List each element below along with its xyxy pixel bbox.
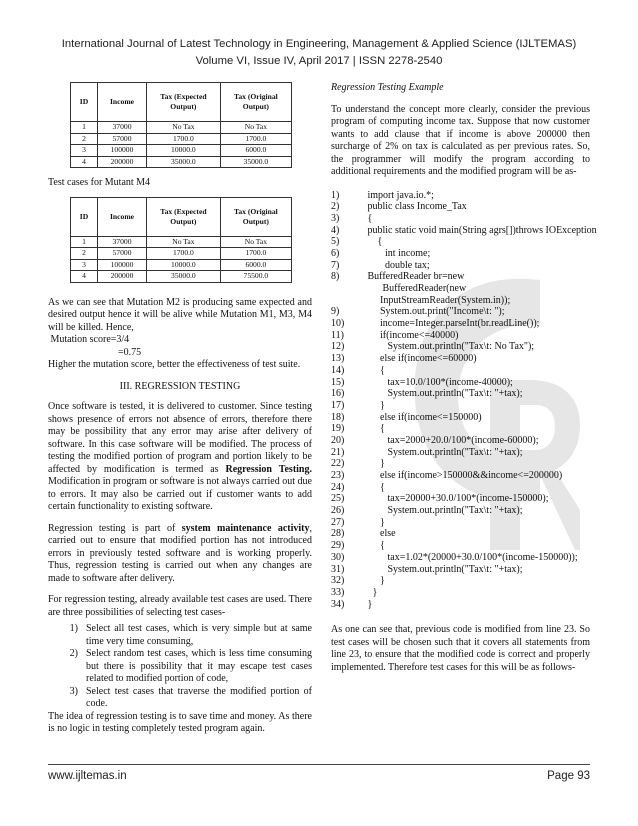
code-text: { — [365, 212, 373, 224]
code-line — [331, 353, 590, 365]
table-cell: 1700.0 — [220, 248, 291, 260]
code-text: BufferedReader br=new — [365, 271, 465, 283]
text-span: , carried out to ensure that modified portion has not introduced errors in previously tested software and is working properly. Thus, regression testing is carried out when any changes are made to software after delivery. — [48, 522, 312, 584]
table-header-row — [71, 197, 292, 236]
example-title: Regression Testing Example — [331, 82, 444, 93]
code-line — [331, 564, 590, 576]
code-line — [331, 365, 590, 377]
table-cell: 1700.0 — [220, 133, 291, 145]
table-cell: 2 — [71, 248, 98, 260]
code-text: double tax; — [365, 259, 430, 271]
code-text: public static void main(String agrs[])throws IOException — [365, 224, 597, 236]
code-text: InputStreamReader(System.in)); — [365, 294, 511, 306]
table-cell: 1700.0 — [147, 248, 221, 260]
mutation-score-value: =0.75 — [118, 346, 142, 358]
line-number: 23) — [331, 470, 345, 481]
bold-term: system maintenance activity — [181, 522, 310, 534]
table-cell: No Tax — [147, 236, 221, 248]
code-line — [331, 224, 597, 237]
line-number: 24) — [331, 481, 345, 493]
table-row — [71, 122, 292, 134]
code-line — [331, 271, 590, 283]
table-cell: 35000.0 — [147, 156, 221, 168]
code-line — [331, 493, 590, 505]
code-text: } — [365, 586, 378, 598]
journal-header — [0, 36, 638, 70]
list-number: 1) — [69, 623, 78, 634]
code-text: } — [365, 575, 385, 587]
header-income: Income — [98, 197, 147, 236]
line-number: 18) — [331, 411, 345, 423]
header-id: ID — [71, 197, 98, 236]
code-text: else if(income<=60000) — [365, 353, 477, 365]
code-line — [331, 318, 590, 330]
regression-intro-paragraph — [48, 401, 312, 514]
line-number: 31) — [331, 563, 345, 575]
mutant-m3-test-table — [70, 82, 292, 168]
code-text: { — [365, 481, 385, 493]
code-line — [331, 517, 590, 529]
code-line — [331, 190, 590, 202]
code-line — [331, 400, 590, 412]
list-text: Select test cases that traverse the modified portion of code. — [86, 685, 312, 709]
table-row — [71, 156, 292, 168]
table-cell: 10000.0 — [147, 145, 221, 157]
line-number: 8) — [331, 271, 340, 283]
header-income: Income — [98, 83, 147, 122]
list-number: 2) — [69, 648, 78, 659]
code-text: tax=1.02*(20000+30.0/100*(income-150000)); — [365, 551, 578, 563]
code-text: else if(income<=150000) — [365, 411, 482, 423]
code-text: } — [365, 399, 385, 411]
code-text: tax=2000+20.0/100*(income-60000); — [365, 434, 539, 446]
footer-website: www.ijltemas.in — [48, 770, 127, 782]
code-listing — [331, 189, 597, 611]
list-text: Select random test cases, which is less time consuming but there is possibility that it may escape test cases related to modified portion of code, — [86, 648, 312, 684]
code-line — [331, 283, 590, 295]
line-number: 11) — [331, 329, 344, 341]
code-line — [331, 482, 590, 494]
table-cell: 37000 — [98, 236, 147, 248]
header-expected: Tax (Expected Output) — [147, 83, 221, 122]
code-text: } — [365, 516, 385, 528]
line-number: 13) — [331, 353, 345, 365]
mutant-m4-test-table — [70, 197, 292, 283]
code-text: System.out.println("Tax\t: "+tax); — [365, 388, 523, 400]
list-number: 3) — [69, 685, 78, 697]
list-item — [48, 648, 312, 686]
code-line — [331, 213, 590, 225]
code-text: { — [365, 236, 383, 248]
table-cell: 200000 — [98, 156, 147, 168]
table-cell: 35000.0 — [220, 156, 291, 168]
table-cell: 10000.0 — [147, 259, 221, 271]
table-cell: 1 — [71, 122, 98, 134]
text-span: Modification in program or software is not always carried out due to errors. It may also be carried out if customer wants to add certain functionality to existing software. — [48, 476, 312, 512]
code-line — [331, 236, 590, 248]
line-number: 15) — [331, 376, 345, 388]
line-number: 26) — [331, 505, 345, 517]
text-span: Once software is tested, it is delivered to customer. Since testing shows presence of errors not absence of errors, therefore there may be possibility that any error may arise after delivery of software. In this case software will be modified. The process of testing the modified portion of program and portion likely to be affected by modification is termed as — [48, 401, 312, 475]
table-cell: 100000 — [98, 259, 147, 271]
code-line — [331, 201, 590, 213]
code-text: System.out.println("Tax\t: No Tax"); — [365, 341, 535, 353]
code-text: } — [365, 598, 373, 610]
line-number: 33) — [331, 586, 345, 598]
section-heading: III. REGRESSION TESTING — [119, 380, 241, 392]
code-line — [331, 248, 590, 260]
code-text: System.out.println("Tax\t: "+tax); — [365, 505, 523, 517]
code-line — [331, 423, 590, 435]
code-text: { — [365, 364, 385, 376]
line-number: 22) — [331, 458, 345, 470]
line-number: 27) — [331, 516, 345, 528]
code-line — [331, 505, 590, 517]
table-cell: 200000 — [98, 271, 147, 283]
line-number: 3) — [331, 212, 340, 224]
code-line — [331, 587, 590, 599]
code-text: System.out.println("Tax\t: "+tax); — [365, 563, 523, 575]
code-line — [331, 470, 590, 482]
table-cell: 100000 — [98, 145, 147, 157]
code-text: if(income<=40000) — [365, 329, 459, 341]
code-line — [331, 435, 590, 447]
bold-term: Regression Testing. — [225, 463, 312, 475]
example-outro-paragraph: As one can see that, previous code is modified from line 23. So test cases will be chosen such that it covers all statements from line 23, to ensure that the modified code is correct and properly implemented. Therefore test cases for this will be as follows- — [331, 624, 590, 673]
code-text: tax=10.0/100*(income-40000); — [365, 376, 513, 388]
selection-list — [48, 623, 312, 711]
table-cell: 2 — [71, 133, 98, 145]
table-row — [71, 259, 292, 271]
line-number: 19) — [331, 423, 345, 435]
table-cell: 1700.0 — [147, 133, 221, 145]
table-row — [71, 145, 292, 157]
code-text: { — [365, 540, 385, 552]
code-line — [331, 458, 590, 470]
list-text: Select all test cases, which is very simple but at same time very time consuming, — [86, 623, 312, 647]
footer-page-number: Page 93 — [547, 770, 590, 782]
line-number: 21) — [331, 446, 345, 458]
code-line — [331, 330, 590, 342]
table-cell: 3 — [71, 259, 98, 271]
table-cell: 57000 — [98, 133, 147, 145]
line-number: 10) — [331, 318, 345, 330]
maintenance-paragraph — [48, 523, 312, 586]
table2-caption: Test cases for Mutant M4 — [48, 177, 151, 188]
line-number: 9) — [331, 306, 340, 318]
code-text: int income; — [365, 247, 431, 259]
line-number: 2) — [331, 201, 340, 213]
code-text: System.out.println("Tax\t: "+tax); — [365, 446, 523, 458]
line-number: 12) — [331, 341, 345, 353]
table-row — [71, 236, 292, 248]
header-expected: Tax (Expected Output) — [147, 197, 221, 236]
selection-paragraph: For regression testing, already available test cases are used. There are three possibilities of selecting test cases- — [48, 594, 312, 618]
line-number: 16) — [331, 388, 345, 400]
code-line — [331, 260, 590, 272]
line-number: 25) — [331, 493, 345, 505]
table-header-row — [71, 83, 292, 122]
table-cell: 75500.0 — [220, 271, 291, 283]
code-text: tax=20000+30.0/100*(income-150000); — [365, 493, 549, 505]
mutation-score-line: Mutation score=3/4 — [48, 334, 130, 345]
code-line — [331, 552, 590, 564]
table-cell: 4 — [71, 271, 98, 283]
table-cell: No Tax — [220, 236, 291, 248]
table-body — [71, 122, 292, 168]
line-number: 5) — [331, 236, 340, 248]
code-line — [331, 575, 590, 587]
line-number: 30) — [331, 551, 345, 563]
higher-score-paragraph: Higher the mutation score, better the effectiveness of test suite. — [48, 359, 301, 370]
code-text: } — [365, 458, 385, 470]
header-original: Tax (Original Output) — [220, 83, 291, 122]
table-cell: 57000 — [98, 248, 147, 260]
code-text: import java.io.*; — [365, 189, 434, 201]
journal-volume: Volume VI, Issue IV, April 2017 | ISSN 2278-2540 — [195, 55, 443, 67]
text-span: Regression testing is part of — [48, 522, 182, 534]
table-cell: 6000.0 — [220, 259, 291, 271]
code-line — [331, 540, 590, 552]
example-intro-paragraph: To understand the concept more clearly, consider the previous program of computing income tax. Suppose that now customer wants to add clause that if income is above 200000 then surcharge of 2% on tax is calculated as per previous rates. So, the programmer will modify the program according to additional requirements and the modified program will be as- — [331, 103, 590, 177]
code-text: { — [365, 423, 385, 435]
line-number: 20) — [331, 434, 345, 446]
table-row — [71, 271, 292, 283]
page-footer — [48, 764, 590, 782]
code-text: public class Income_Tax — [365, 201, 467, 213]
line-number: 32) — [331, 575, 345, 587]
line-number: 17) — [331, 399, 345, 411]
table-cell: 37000 — [98, 122, 147, 134]
table-cell: 6000.0 — [220, 145, 291, 157]
header-original: Tax (Original Output) — [220, 197, 291, 236]
line-number: 1) — [331, 189, 340, 201]
code-text: System.out.print("Income\t: "); — [365, 306, 505, 318]
code-line — [331, 295, 590, 307]
header-id: ID — [71, 83, 98, 122]
line-number — [331, 283, 365, 295]
code-text: else if(income>150000&&income<=200000) — [365, 470, 563, 481]
code-line — [331, 528, 590, 540]
line-number: 28) — [331, 528, 345, 540]
left-column — [48, 82, 312, 736]
line-number: 6) — [331, 247, 340, 259]
code-text: income=Integer.parseInt(br.readLine()); — [365, 318, 540, 330]
code-line — [331, 388, 590, 400]
table-body — [71, 236, 292, 282]
mutation-paragraph: As we can see that Mutation M2 is producing same expected and desired output hence it will be alive while Mutation M1, M3, M4 will be killed. Hence, — [48, 296, 312, 333]
code-text: BufferedReader(new — [365, 283, 467, 294]
table-cell: No Tax — [220, 122, 291, 134]
idea-paragraph: The idea of regression testing is to save time and money. As there is no logic in testing completely tested program again. — [48, 710, 312, 734]
table-cell: 3 — [71, 145, 98, 157]
line-number: 34) — [331, 598, 345, 610]
line-number — [331, 295, 365, 307]
table-cell: 35000.0 — [147, 271, 221, 283]
table-row — [71, 248, 292, 260]
code-text: else — [365, 528, 396, 540]
table-cell: 4 — [71, 156, 98, 168]
table-cell: 1 — [71, 236, 98, 248]
line-number: 7) — [331, 259, 340, 271]
right-column — [331, 82, 597, 674]
code-line — [331, 306, 590, 318]
line-number: 29) — [331, 540, 345, 552]
list-item — [48, 686, 312, 711]
list-item — [48, 623, 312, 648]
table-cell: No Tax — [147, 122, 221, 134]
code-line — [331, 412, 590, 424]
journal-title: International Journal of Latest Technology in Engineering, Management & Applied Science (IJLTEMAS) — [61, 38, 577, 50]
line-number: 4) — [331, 224, 340, 236]
line-number: 14) — [331, 364, 345, 376]
code-line — [331, 447, 590, 459]
code-line — [331, 599, 590, 611]
code-line — [331, 341, 590, 353]
table-row — [71, 133, 292, 145]
code-line — [331, 377, 590, 389]
